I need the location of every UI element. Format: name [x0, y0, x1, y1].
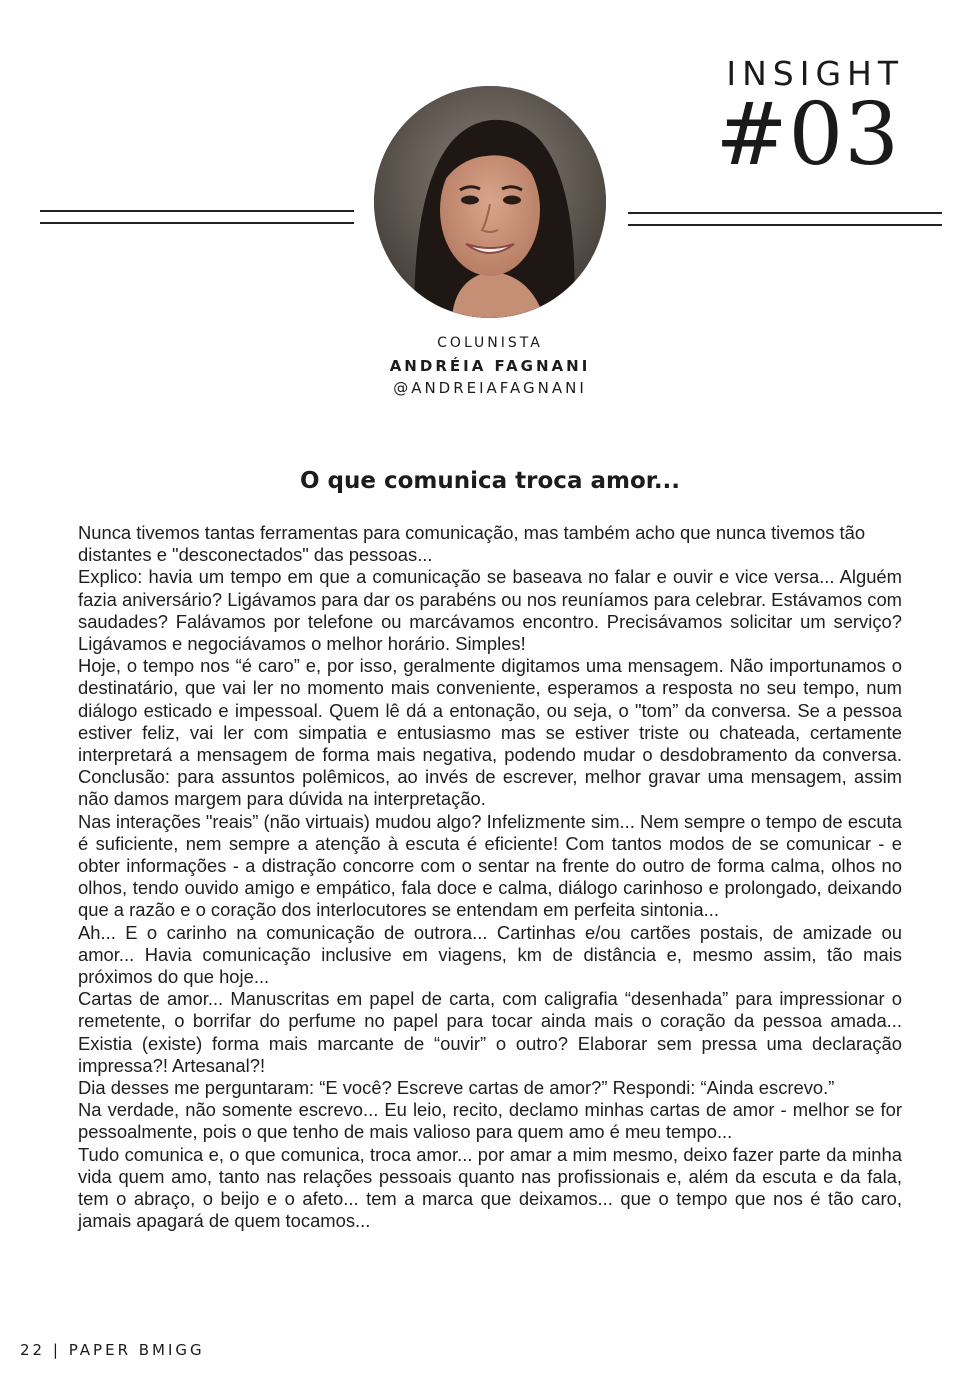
portrait-illustration: [374, 86, 606, 318]
article-paragraph-3: Hoje, o tempo nos “é caro” e, por isso, geralmente digitamos uma mensagem. Não importunamos o destinatário, que vai ler no momento mais conveniente, esperamos a resposta no seu tempo, num diálogo esticado e impessoal. Quem lê dá a entonação, ou seja, o "tom” da conversa. Se a pessoa estiver feliz, vai ler com simpatia e entusiasmo mas se estiver triste ou chateada, certamente interpretará a mensagem de forma mais negativa, podendo mudar o desdobramento da conversa. Conclusão: para assuntos polêmicos, ao invés de escrever, melhor gravar uma mensagem, assim não damos margem para dúvida na interpretação.: [78, 655, 902, 810]
article-paragraph-9: Tudo comunica e, o que comunica, troca amor... por amar a mim mesmo, deixo fazer parte da minha vida quem amo, tanto nas relações pessoais quanto nas profissionais e, além da escuta e da fala, tem o abraço, o beijo e o afeto... tem a marca que deixamos... que o tempo que nos é tão caro, jamais apagará de quem tocamos...: [78, 1143, 902, 1232]
article-paragraph-1: Nunca tivemos tantas ferramentas para comunicação, mas também acho que nunca tivemos tão distantes e "desconectados" das pessoas...: [78, 522, 866, 566]
section-label: INSIGHT: [726, 54, 904, 93]
article-body: [78, 522, 902, 1233]
publication-name: | PAPER BMIGG: [52, 1341, 205, 1359]
right-rule-top: [628, 212, 942, 214]
article-paragraph-8: Na verdade, não somente escrevo... Eu leio, recito, declamo minhas cartas de amor - melhor se for pessoalmente, pois o que tenho de mais valioso para quem amo é meu tempo...: [78, 1099, 902, 1143]
page-footer: [20, 1341, 205, 1359]
article-paragraph-2: Explico: havia um tempo em que a comunicação se baseava no falar e ouvir e vice versa... Alguém fazia aniversário? Ligávamos para dar os parabéns ou nos reuníamos para celebrar. Estávamos com saudades? Falávamos por telefone ou marcávamos encontro. Precisávamos solicitar um serviço? Ligávamos e negociávamos o melhor horário. Simples!: [78, 566, 902, 655]
article-paragraph-4: Nas interações "reais” (não virtuais) mudou algo? Infelizmente sim... Nem sempre o tempo de escuta é suficiente, nem sempre a atenção à escuta é eficiente! Com tantos modos de se comunicar - e obter informações - a distração concorre com o sentar na frente do outro de forma calma, olhos no olhos, tendo ouvido amigo e empático, fala doce e calma, diálogo carinhoso e prolongado, deixando que a razão e o coração dos interlocutores se entendam em perfeita sintonia...: [78, 810, 902, 921]
author-handle: @ANDREIAFAGNANI: [393, 379, 587, 397]
author-name: ANDRÉIA FAGNANI: [389, 357, 591, 375]
article-paragraph-7: Dia desses me perguntaram: “E você? Escreve cartas de amor?” Respondi: “Ainda escrevo.”: [78, 1077, 835, 1099]
author-role: COLUNISTA: [437, 335, 543, 351]
issue-number: #03: [715, 85, 900, 185]
page-number: 22: [20, 1341, 46, 1359]
article-paragraph-5: Ah... E o carinho na comunicação de outrora... Cartinhas e/ou cartões postais, de amizade ou amor... Havia comunicação inclusive em viagens, km de distância e, mesmo assim, tão mais próximos do que hoje...: [78, 921, 902, 988]
article-title: O que comunica troca amor...: [299, 468, 681, 494]
author-photo: [374, 86, 606, 318]
right-rule-bottom: [628, 224, 942, 226]
article-paragraph-6: Cartas de amor... Manuscritas em papel de carta, com caligrafia “desenhada” para impressionar o remetente, o borrifar do perfume no papel para tocar ainda mais o coração da pessoa amada... Existia (existe) forma mais marcante de “ouvir” o outro? Elaborar sem pressa uma declaração impressa?! Artesanal?!: [78, 988, 902, 1076]
left-rule-bottom: [40, 222, 354, 224]
left-rule-top: [40, 210, 354, 212]
